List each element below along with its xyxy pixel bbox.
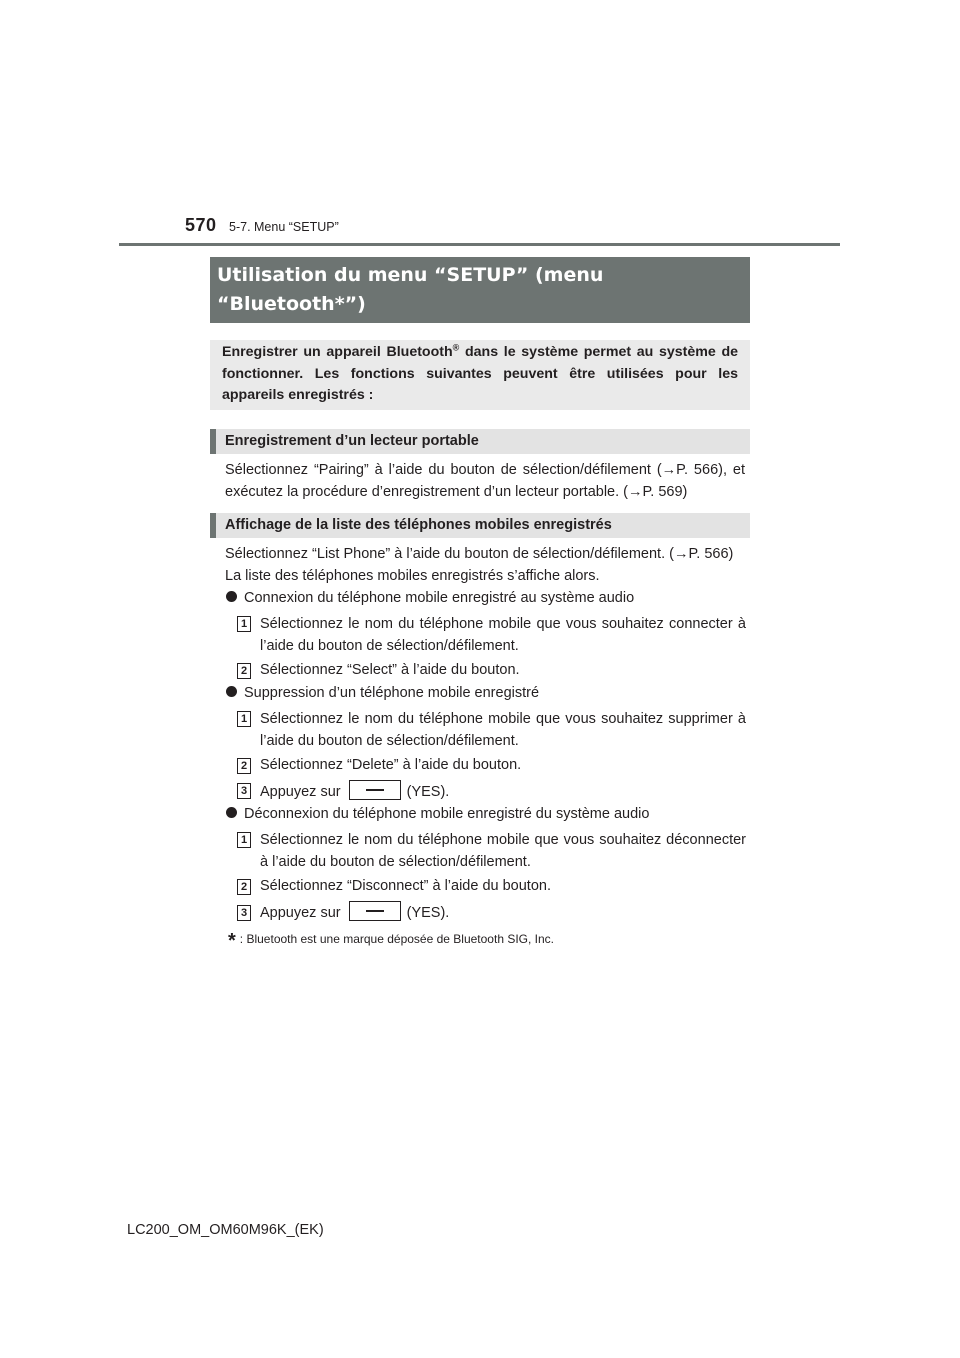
step-text: Sélectionnez “Select” à l’aide du bouton. bbox=[260, 662, 520, 678]
bullet-connect-title: Connexion du téléphone mobile enregistré au système audio bbox=[244, 590, 635, 606]
bullet-delete bbox=[225, 682, 539, 704]
step-number: 1 bbox=[237, 832, 251, 848]
step-number: 1 bbox=[237, 711, 251, 727]
minus-key-icon bbox=[349, 901, 401, 921]
step-number: 2 bbox=[237, 663, 251, 679]
intro-text-end: dans le système permet au système de fonctionner. Les fonctions suivantes peuvent être utilisées pour les appareils enregistrés : bbox=[222, 344, 738, 403]
phone-list-line-2: La liste des téléphones mobiles enregistrés s’affiche alors. bbox=[225, 568, 600, 584]
step-text: Sélectionnez le nom du téléphone mobile que vous souhaitez déconnecter à l’aide du bouton de sélection/défilement. bbox=[260, 832, 746, 870]
step-text-after: (YES). bbox=[406, 905, 450, 921]
subheading-portable-player: Enregistrement d’un lecteur portable bbox=[210, 429, 750, 454]
minus-key-icon bbox=[349, 780, 401, 800]
header-divider bbox=[119, 243, 840, 246]
section-reference: 5-7. Menu “SETUP” bbox=[229, 220, 339, 234]
step-text-before: Appuyez sur bbox=[260, 784, 341, 800]
step-text bbox=[260, 901, 746, 924]
step-text bbox=[260, 780, 746, 803]
subheading-phone-list: Affichage de la liste des téléphones mobiles enregistrés bbox=[210, 513, 750, 538]
bullet-dot-icon bbox=[226, 686, 237, 697]
bullet-dot-icon bbox=[226, 591, 237, 602]
intro-text-start: Enregistrer un appareil Bluetooth bbox=[222, 344, 453, 360]
step-text: Sélectionnez “Delete” à l’aide du bouton. bbox=[260, 757, 522, 773]
registered-mark: ® bbox=[452, 342, 460, 353]
bullet-disconnect bbox=[225, 803, 649, 825]
section-title bbox=[210, 257, 750, 323]
bullet-connect bbox=[225, 587, 634, 609]
section-title-line-2: “Bluetooth*”) bbox=[217, 293, 366, 315]
step-number: 3 bbox=[237, 905, 251, 921]
bullet-disconnect-title: Déconnexion du téléphone mobile enregistré du système audio bbox=[244, 806, 650, 822]
step-text-before: Appuyez sur bbox=[260, 905, 341, 921]
phone-list-line-1: Sélectionnez “List Phone” à l’aide du bouton de sélection/défilement. (→P. 566) bbox=[225, 546, 734, 562]
step-text-after: (YES). bbox=[406, 784, 450, 800]
step-text: Sélectionnez “Disconnect” à l’aide du bouton. bbox=[260, 878, 551, 894]
page-number: 570 bbox=[185, 215, 217, 235]
step-text: Sélectionnez le nom du téléphone mobile que vous souhaitez connecter à l’aide du bouton de sélection/défilement. bbox=[260, 616, 746, 654]
intro-box bbox=[210, 340, 750, 410]
step-number: 2 bbox=[237, 879, 251, 895]
footnote-star: * bbox=[228, 930, 236, 952]
step-text: Sélectionnez le nom du téléphone mobile que vous souhaitez supprimer à l’aide du bouton de sélection/défilement. bbox=[260, 711, 746, 749]
bullet-delete-title: Suppression d’un téléphone mobile enregistré bbox=[244, 685, 540, 701]
step-number: 3 bbox=[237, 783, 251, 799]
section-title-line-1: Utilisation du menu “SETUP” (menu bbox=[217, 264, 604, 286]
portable-player-paragraph: Sélectionnez “Pairing” à l’aide du bouton de sélection/défilement (→P. 566), et exécutez la procédure d’enregistrement d’un lecteur portable. (→P. 569) bbox=[225, 462, 745, 500]
footnote-text: : Bluetooth est une marque déposée de Bluetooth SIG, Inc. bbox=[239, 932, 555, 946]
document-code: LC200_OM_OM60M96K_(EK) bbox=[127, 1222, 324, 1238]
step-number: 2 bbox=[237, 758, 251, 774]
footnote bbox=[228, 930, 554, 953]
step-number: 1 bbox=[237, 616, 251, 632]
bullet-dot-icon bbox=[226, 807, 237, 818]
